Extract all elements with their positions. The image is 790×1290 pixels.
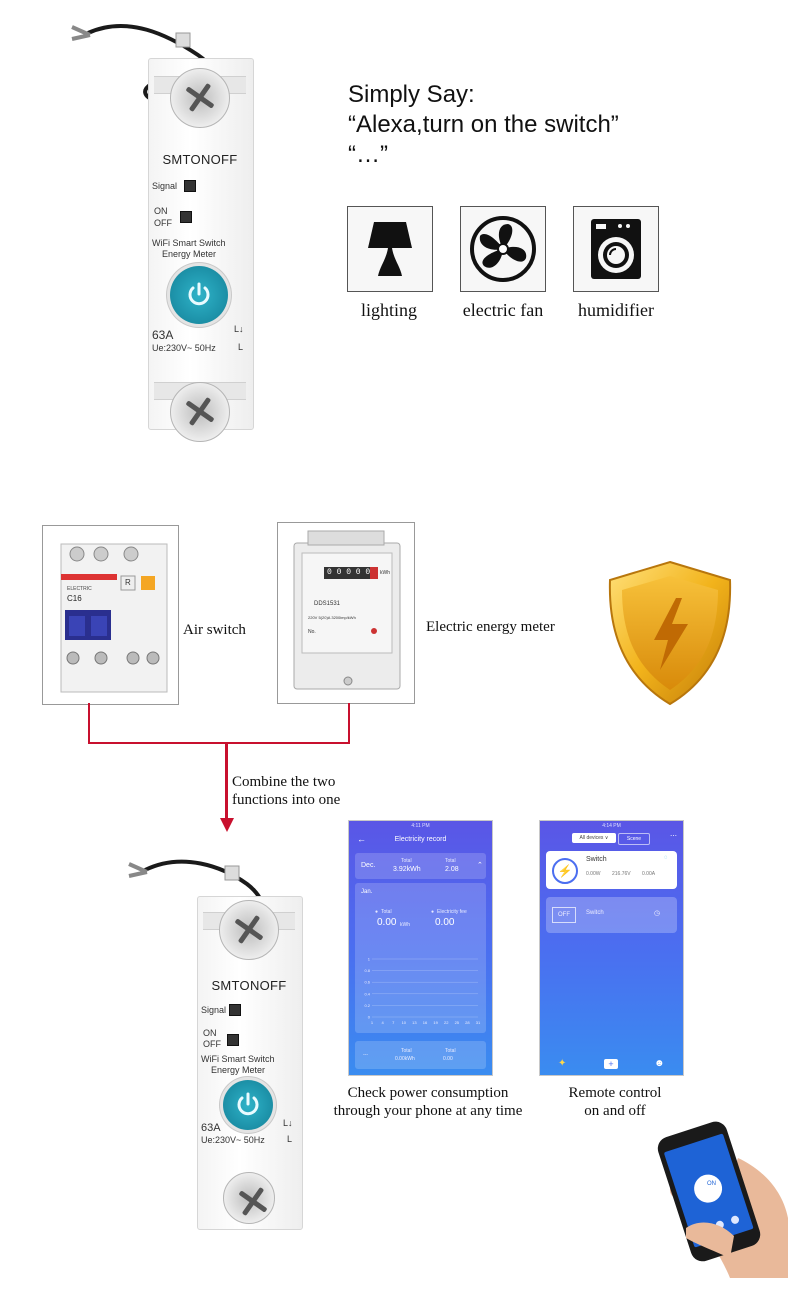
chart-x-tick: 19: [433, 1020, 438, 1025]
caption-remote-control: [540, 1084, 690, 1120]
total2-label: Total: [445, 858, 456, 864]
tab-all-label: All devices: [579, 835, 604, 841]
chart-x-tick: 31: [475, 1020, 481, 1025]
chart-x-tick: 4: [381, 1020, 384, 1025]
connector-line-left: [88, 703, 90, 744]
screen-title: Electricity record: [394, 836, 447, 843]
device-line1: WiFi Smart Switch: [152, 238, 226, 248]
device-card-offline[interactable]: [546, 897, 677, 933]
chart-x-tick: 16: [422, 1020, 428, 1025]
air-switch-photo: [42, 525, 179, 705]
device-rating: 63A: [152, 328, 174, 342]
air-switch-icon: [43, 526, 178, 704]
signal-led: [229, 1004, 241, 1016]
tab-all-devices[interactable]: All devices ∨: [572, 833, 616, 843]
month-card[interactable]: [355, 853, 486, 879]
hand-holding-phone-icon: [650, 1118, 790, 1278]
voice-command-headline: [348, 80, 619, 170]
onoff-led: [227, 1034, 239, 1046]
appliance-label-lighting: lighting: [360, 300, 417, 320]
detail-card: [355, 883, 486, 1033]
more-icon[interactable]: ⋯: [670, 833, 677, 840]
chart-y-tick: 0.8: [364, 968, 370, 974]
headline-line2: “Alexa,turn on the switch”: [348, 111, 619, 138]
footer-card[interactable]: [355, 1041, 486, 1069]
washing-machine-icon: [588, 216, 644, 282]
appliance-fan: [460, 206, 546, 292]
fee-icon: ●: [431, 909, 435, 915]
device-mark-top: L↓: [283, 1118, 293, 1128]
meter-model-text: DDS1531: [314, 601, 341, 607]
month-label: Dec.: [361, 862, 376, 869]
meter-unit: kWh: [380, 570, 390, 576]
chart-y-tick: 1: [367, 956, 370, 962]
footer-month: ---: [363, 1052, 368, 1058]
chart-y-tick: 0.2: [364, 1002, 370, 1008]
device-line2: Energy Meter: [211, 1065, 266, 1075]
off-label: OFF: [154, 218, 172, 228]
appliance-label-fan: electric fan: [462, 300, 544, 320]
off-label: OFF: [203, 1039, 221, 1049]
second-device-name: Switch: [586, 910, 604, 916]
chart-y-tick: 0.6: [364, 979, 370, 985]
chart-x-tick: 22: [443, 1020, 449, 1025]
chart-x-tick: 10: [401, 1020, 407, 1025]
caption2-line2: on and off: [584, 1103, 646, 1119]
total-label: Total: [401, 858, 412, 864]
device-mark-bottom: L: [287, 1134, 293, 1144]
fee-value: 0.00: [435, 917, 455, 928]
status-bar: 4:11 PM: [411, 823, 430, 829]
chart-x-tick: 1: [370, 1020, 374, 1025]
terminal-screw-top: [219, 900, 279, 960]
on-label: ON: [203, 1028, 217, 1038]
usage-label: Total: [381, 909, 392, 915]
caption1-line1: Check power consumption: [347, 1085, 509, 1101]
device-name: Switch: [586, 856, 607, 863]
bolt-icon: ●: [375, 909, 379, 915]
terminal-screw-bottom: [170, 382, 230, 442]
caption2-line1: Remote control: [568, 1085, 662, 1101]
signal-led: [184, 180, 196, 192]
power-icon: [185, 281, 213, 309]
wifi-icon: ◌: [664, 855, 668, 861]
device-spec: Ue:230V~ 50Hz: [201, 1135, 265, 1145]
caption-power-consumption: [310, 1084, 546, 1120]
device-mark-top: L↓: [234, 324, 244, 334]
bottom-nav: [540, 1055, 683, 1075]
onoff-led: [180, 211, 192, 223]
connector-line-right: [348, 703, 350, 744]
off-button-label: OFF: [558, 912, 570, 918]
section-label: Jan.: [361, 889, 373, 895]
energy-meter-icon: [278, 523, 414, 703]
device-power: 0.00W: [586, 871, 601, 877]
total-value: 3.92kWh: [393, 866, 421, 873]
shield-lightning-icon: [600, 558, 740, 708]
headline-line3: “…”: [348, 141, 388, 168]
footer-label: Total: [401, 1048, 412, 1054]
device-current: 0.00A: [642, 871, 656, 877]
device-power-button: [170, 266, 228, 324]
meter-counter: 0 0 0 0 0: [327, 568, 371, 577]
chart-x-tick: 25: [454, 1020, 460, 1025]
power-icon: [234, 1091, 262, 1119]
footer2-value: 0.00: [443, 1056, 453, 1062]
air-switch-label: Air switch: [183, 622, 246, 638]
status-bar: 4:14 PM: [602, 823, 621, 829]
device-brand: SMTONOFF: [162, 152, 238, 167]
signal-label: Signal: [201, 1005, 227, 1015]
chart-x-tick: 13: [412, 1020, 417, 1025]
air-switch-test-label: R: [125, 578, 131, 587]
add-icon[interactable]: +: [604, 1059, 618, 1069]
chart-y-tick: 0.4: [364, 991, 370, 997]
device-spec: Ue:230V~ 50Hz: [152, 343, 216, 353]
appliance-label-humidifier: humidifier: [578, 300, 654, 320]
connector-line-down: [225, 742, 228, 820]
back-arrow-icon[interactable]: ←: [357, 834, 366, 844]
terminal-screw-bottom: [223, 1172, 275, 1224]
combine-text-line1: Combine the two: [232, 774, 336, 790]
off-button[interactable]: [552, 907, 576, 923]
device-mark-bottom: L: [238, 342, 244, 352]
air-switch-rating: C16: [67, 594, 82, 603]
fee-label: Electricity fee: [437, 909, 467, 915]
chevron-up-icon[interactable]: ⌃: [477, 862, 483, 869]
lamp-icon: [360, 216, 420, 282]
total2-value: 2.08: [445, 866, 459, 873]
chart-x-tick: 7: [392, 1020, 395, 1025]
usage-value: 0.00: [377, 917, 397, 928]
home-icon[interactable]: ✦: [558, 1058, 567, 1069]
caption1-line2: through your phone at any time: [333, 1103, 523, 1119]
device-rating: 63A: [201, 1122, 221, 1134]
combine-text-line2: functions into one: [232, 792, 341, 808]
device-line2: Energy Meter: [162, 249, 217, 259]
hand-phone-on-label: ON: [707, 1181, 716, 1187]
headline-line1: Simply Say:: [348, 81, 475, 108]
clock-icon: ◷: [654, 910, 661, 917]
appliance-lighting: [347, 206, 433, 292]
on-label: ON: [154, 206, 168, 216]
tab-scene-label: Scene: [626, 836, 642, 842]
connector-line-horizontal: [88, 742, 350, 744]
footer2-label: Total: [445, 1048, 456, 1054]
device-power-button: [223, 1080, 273, 1130]
meter-number-text: No.: [308, 629, 316, 635]
chart-y-tick: 0: [367, 1014, 370, 1020]
usage-unit: kWh: [400, 922, 410, 928]
meter-spec-text: 220V 5(20)A 3200imp/kWh: [308, 615, 356, 620]
usage-chart: [358, 955, 483, 1029]
bolt-icon: ⚡: [552, 858, 578, 884]
device-line1: WiFi Smart Switch: [201, 1054, 275, 1064]
appliance-humidifier: [573, 206, 659, 292]
air-switch-brand-text: ELECTRIC: [67, 586, 92, 592]
signal-label: Signal: [152, 181, 178, 191]
energy-meter-label: Electric energy meter: [426, 619, 555, 635]
chart-x-tick: 28: [465, 1020, 470, 1025]
fan-icon: [468, 214, 538, 284]
device-brand: SMTONOFF: [211, 978, 287, 993]
device-voltage: 216.76V: [612, 871, 631, 877]
profile-icon[interactable]: ☻: [654, 1058, 665, 1069]
device-card-switch[interactable]: [546, 851, 677, 889]
terminal-screw-top: [170, 68, 230, 128]
footer-value: 0.00kWh: [395, 1056, 415, 1062]
app-screen-device-list: [539, 820, 684, 1076]
app-screen-electricity-record: [348, 820, 493, 1076]
energy-meter-photo: [277, 522, 415, 704]
tab-scene[interactable]: [618, 833, 650, 845]
arrow-down-icon: [220, 818, 234, 832]
